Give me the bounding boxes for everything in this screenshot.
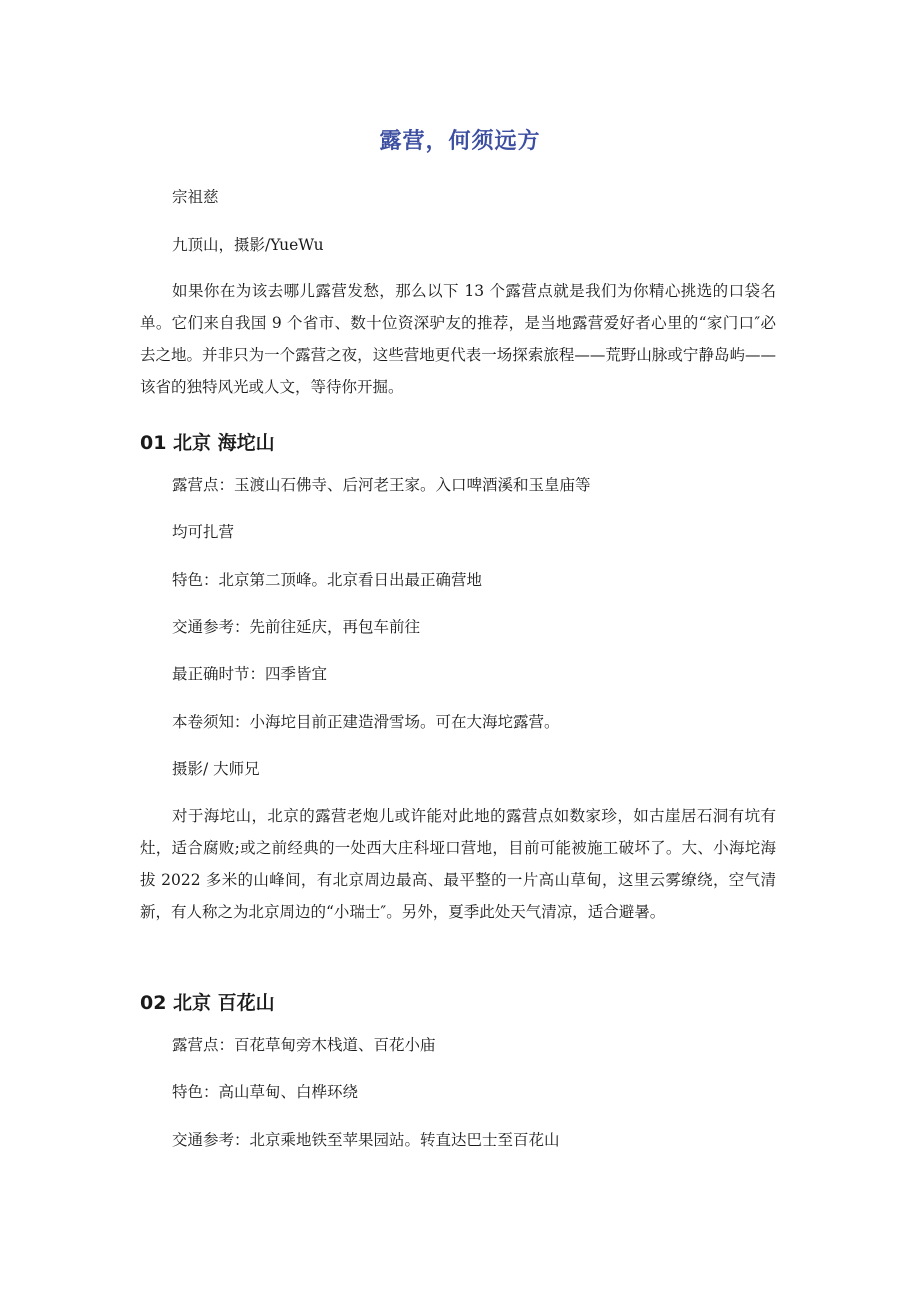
- info-line: 特色：北京第二顶峰。北京看日出最正确营地: [172, 571, 483, 589]
- info-line: 露营点：玉渡山石佛寺、后河老王家。入口啤酒溪和玉皇庙等: [172, 476, 591, 494]
- info-line: 交通参考：北京乘地铁至苹果园站。转直达巴士至百花山: [172, 1131, 560, 1149]
- info-line: 本卷须知：小海坨目前正建造滑雪场。可在大海坨露营。: [172, 713, 560, 731]
- haituoshan-paragraph: 对于海坨山，北京的露营老炮儿或许能对此地的露营点如数家珍，如古崖居石洞有坑有灶，适合腐败;或之前经典的一处西大庄科垭口营地，目前可能被施工破坏了。大、小海坨海拔 2022 多米的山峰间，有北京周边最高、最平整的一片高山草甸，这里云雾缭绕，空气清新，有人称之为北京周边的“小瑞士″。另外，夏季此处天气清凉，适合避暑。: [140, 807, 776, 921]
- section-heading-baihuashan: 02 北京 百花山: [140, 992, 275, 1014]
- info-line: 交通参考：先前往延庆，再包车前往: [172, 618, 421, 636]
- info-line: 摄影/ 大师兄: [172, 760, 260, 778]
- info-line: 均可扎营: [172, 523, 235, 541]
- info-line: 特色：高山草甸、白桦环绕: [172, 1083, 359, 1101]
- info-line: 露营点：百花草甸旁木栈道、百花小庙: [172, 1036, 436, 1054]
- intro-paragraph: 如果你在为该去哪儿露营发愁，那么以下 13 个露营点就是我们为你精心挑选的口袋名单。它们来自我国 9 个省市、数十位资深驴友的推荐，是当地露营爱好者心里的“家门口″必去之地。并非只为一个露营之夜，这些营地更代表一场探索旅程——荒野山脉或宁静岛屿——该省的独特风光或人文，等待你开掘。: [140, 282, 776, 396]
- author-line: 宗祖慈: [172, 188, 219, 206]
- section-heading-haituoshan: 01 北京 海坨山: [140, 432, 275, 454]
- page-title: 露营，何须远方: [379, 129, 541, 154]
- info-line: 最正确时节：四季皆宜: [172, 665, 328, 683]
- photo-credit: 九顶山，摄影/YueWu: [172, 236, 324, 254]
